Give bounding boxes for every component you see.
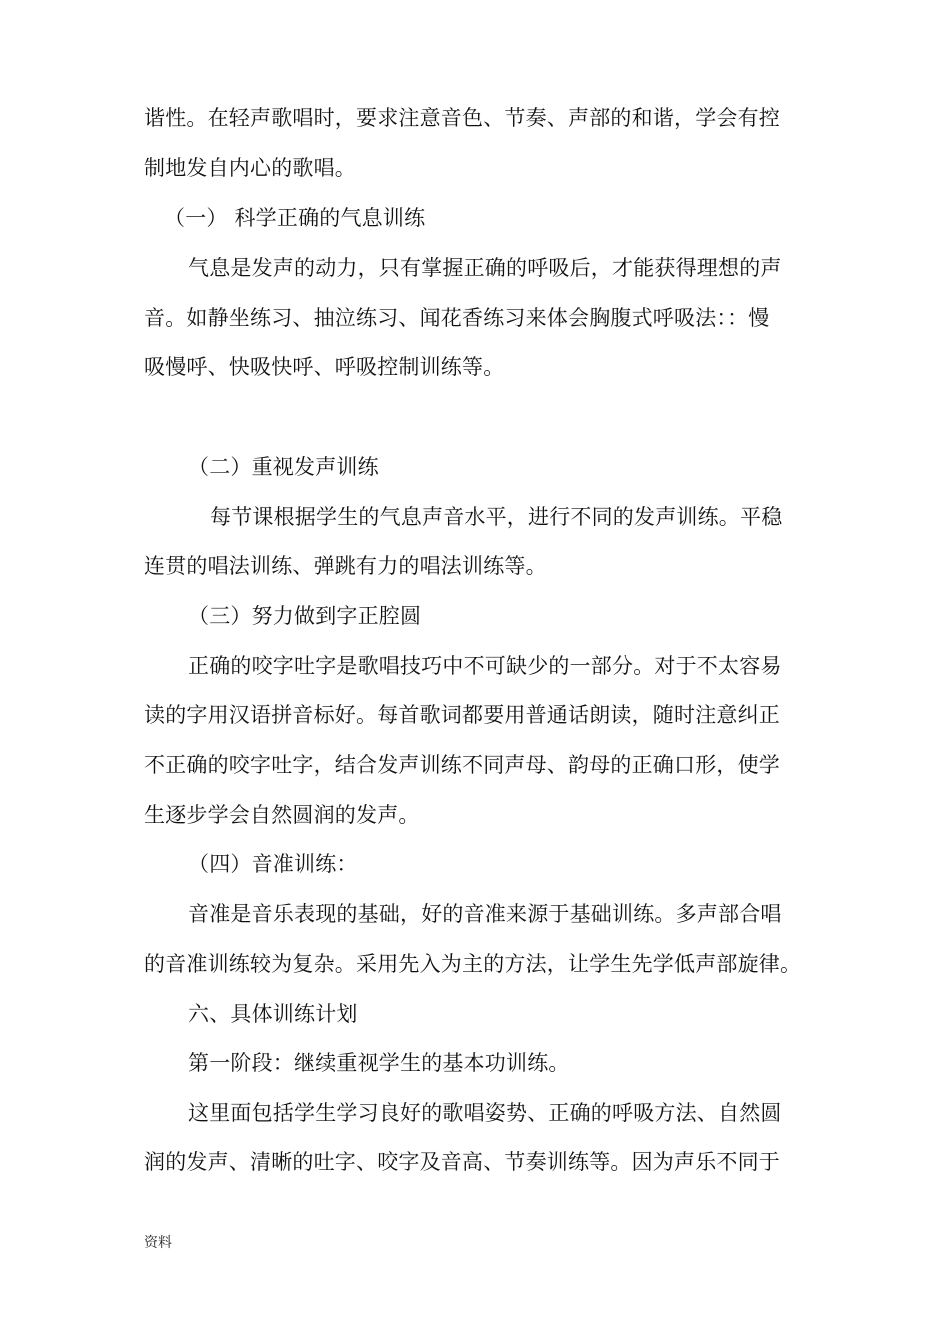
paragraph-line: 读的字用汉语拼音标好。每首歌词都要用普通话朗读，随时注意纠正 bbox=[144, 703, 780, 727]
paragraph-line: 正确的咬字吐字是歌唱技巧中不可缺少的一部分。对于不太容易 bbox=[188, 654, 782, 678]
paragraph-line: 每节课根据学生的气息声音水平，进行不同的发声训练。平稳 bbox=[210, 505, 783, 529]
section-heading-3: （三）努力做到字正腔圆 bbox=[188, 604, 422, 628]
paragraph-line: 润的发声、清晰的吐字、咬字及音高、节奏训练等。因为声乐不同于 bbox=[144, 1150, 780, 1174]
section-heading-6: 六、具体训练计划 bbox=[188, 1002, 358, 1026]
paragraph-line: 谐性。在轻声歌唱时，要求注意音色、节奏、声部的和谐，学会有控 bbox=[144, 106, 780, 130]
paragraph-line: 生逐步学会自然圆润的发声。 bbox=[144, 803, 420, 827]
page-footer: 资料 bbox=[144, 1235, 172, 1251]
section-heading-4: （四）音准训练： bbox=[188, 852, 358, 876]
paragraph-line: 连贯的唱法训练、弹跳有力的唱法训练等。 bbox=[144, 554, 547, 578]
section-heading-2: （二）重视发声训练 bbox=[188, 455, 379, 479]
paragraph-line: 不正确的咬字吐字，结合发声训练不同声母、韵母的正确口形，使学 bbox=[144, 753, 780, 777]
section-heading-1: （一） 科学正确的气息训练 bbox=[164, 206, 426, 230]
paragraph-line: 气息是发声的动力，只有掌握正确的呼吸后，才能获得理想的声 bbox=[188, 256, 782, 280]
paragraph-line: 音。如静坐练习、抽泣练习、闻花香练习来体会胸腹式呼吸法：：慢 bbox=[144, 306, 770, 330]
paragraph-line: 的音准训练较为复杂。采用先入为主的方法，让学生先学低声部旋律。 bbox=[144, 952, 802, 976]
paragraph-line: 这里面包括学生学习良好的歌唱姿势、正确的呼吸方法、自然圆 bbox=[188, 1101, 782, 1125]
paragraph-line: 吸慢呼、快吸快呼、呼吸控制训练等。 bbox=[144, 355, 505, 379]
paragraph-line: 音准是音乐表现的基础，好的音准来源于基础训练。多声部合唱 bbox=[188, 902, 782, 926]
paragraph-line: 制地发自内心的歌唱。 bbox=[144, 156, 356, 180]
paragraph-line: 第一阶段：继续重视学生的基本功训练。 bbox=[188, 1051, 570, 1075]
